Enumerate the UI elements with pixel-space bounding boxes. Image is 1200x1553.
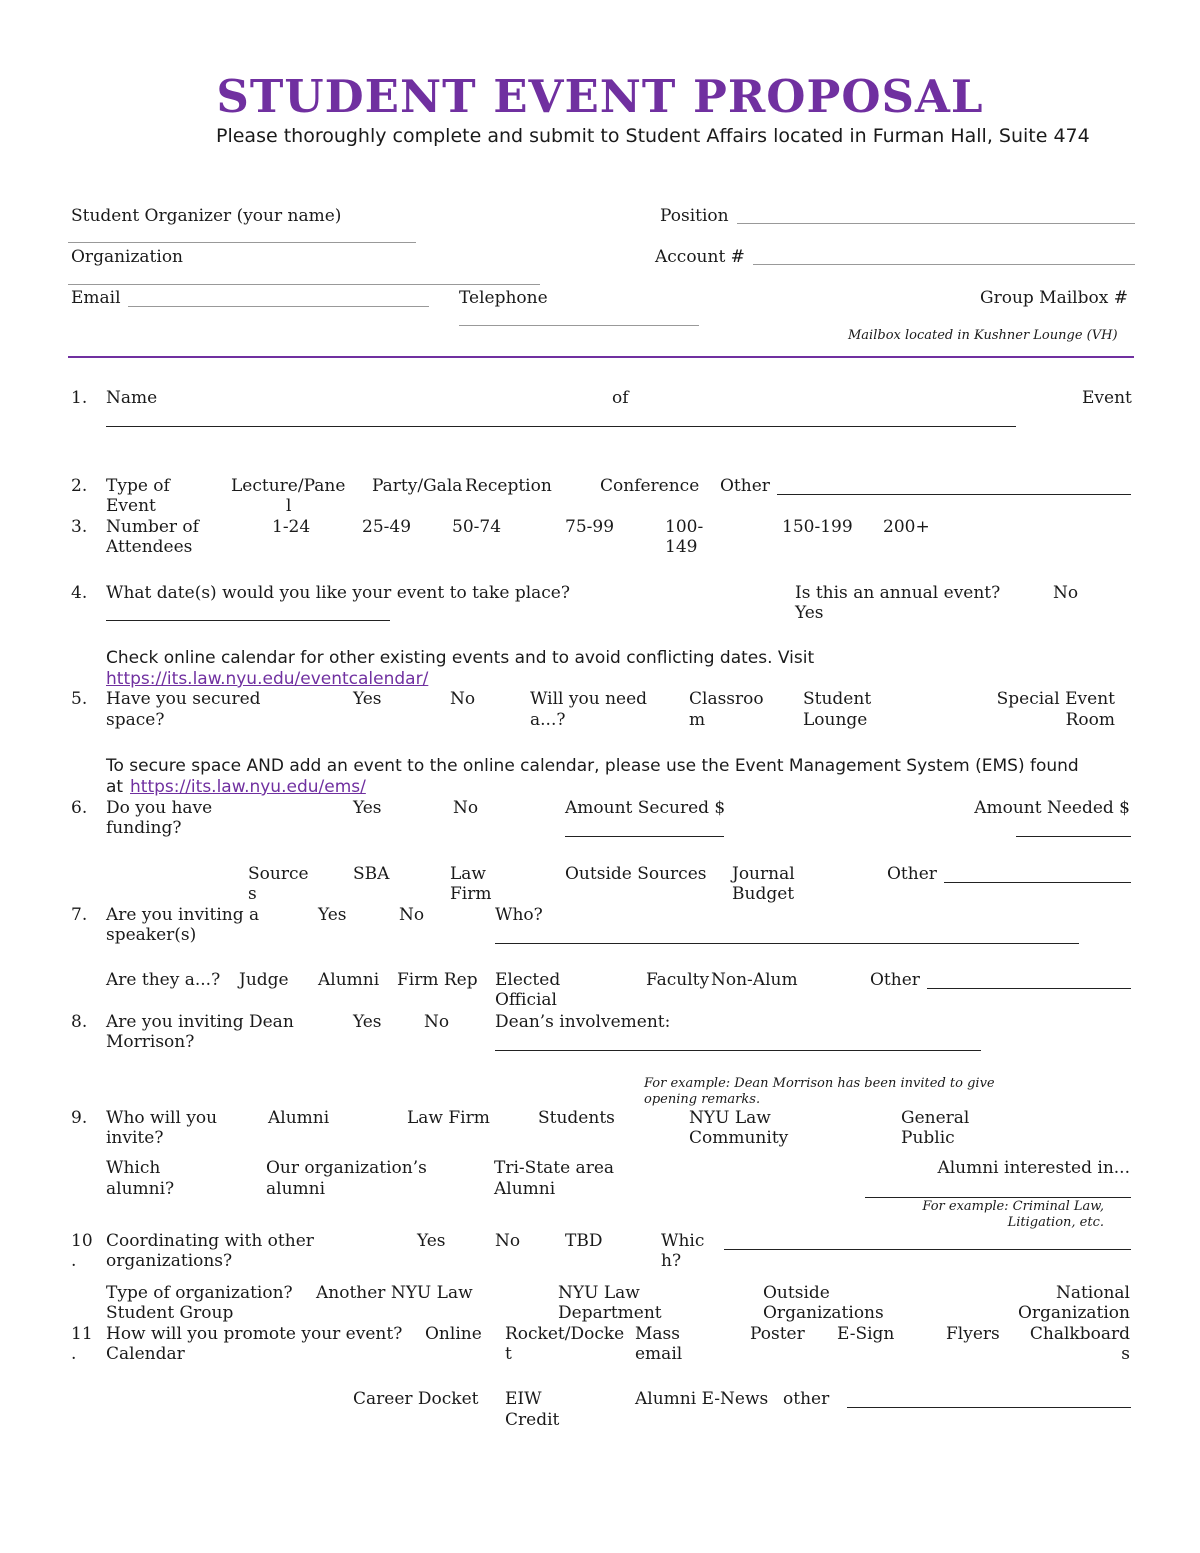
q2-label-2: Event (106, 496, 156, 516)
org-type-nyu-student-group[interactable]: Another NYU Law (316, 1283, 473, 1303)
q1-number: 1. (71, 388, 88, 408)
invite-law-firm[interactable]: Law Firm (407, 1108, 490, 1128)
q6-number: 6. (71, 798, 88, 818)
promo-e-sign[interactable]: E-Sign (837, 1324, 895, 1344)
q5-number: 5. (71, 689, 88, 709)
source-law-firm-2[interactable]: Firm (450, 884, 492, 904)
invite-nyu-law-community[interactable]: NYU Law (689, 1108, 771, 1128)
invite-nyu-law-community-2[interactable]: Community (689, 1128, 789, 1148)
alumni-tri-state-2[interactable]: Alumni (494, 1179, 556, 1199)
which-org-label-2: h? (661, 1251, 682, 1271)
promo-chalkboards-2[interactable]: s (1121, 1344, 1130, 1364)
q4-question: What date(s) would you like your event to take place? (106, 583, 570, 603)
org-type-outside-2[interactable]: Organizations (763, 1303, 884, 1323)
q4-number: 4. (71, 583, 88, 603)
source-other[interactable]: Other (887, 864, 937, 884)
alumni-example: For example: Criminal Law, (922, 1199, 1104, 1214)
option-50-74[interactable]: 50-74 (452, 517, 502, 537)
promo-rocket-docket[interactable]: Rocket/Docke (505, 1324, 625, 1344)
alumni-our-org-2[interactable]: alumni (266, 1179, 326, 1199)
event-type-other-field[interactable] (777, 494, 1131, 495)
q6-label-2: funding? (106, 818, 182, 838)
promo-flyers[interactable]: Flyers (946, 1324, 1000, 1344)
q10-number-2: . (71, 1251, 77, 1271)
option-25-49[interactable]: 25-49 (362, 517, 412, 537)
dean-involvement-label: Dean’s involvement: (495, 1012, 671, 1032)
org-type-nyu-department-2[interactable]: Department (558, 1303, 662, 1323)
option-classroom-2[interactable]: m (689, 710, 706, 730)
q2-number: 2. (71, 476, 88, 496)
q9-label-2: invite? (106, 1128, 164, 1148)
ems-note: To secure space AND add an event to the online calendar, please use the Event Management System (EMS) found (106, 756, 1079, 776)
promo-online-calendar-2[interactable]: Calendar (106, 1344, 185, 1364)
annual-yes[interactable]: Yes (795, 603, 824, 623)
q11-label: How will you promote your event? (106, 1324, 403, 1344)
invite-students[interactable]: Students (538, 1108, 615, 1128)
option-conference[interactable]: Conference (600, 476, 700, 496)
speaker-no[interactable]: No (399, 905, 425, 925)
ems-link[interactable]: https://its.law.nyu.edu/ems/ (130, 777, 366, 797)
promo-rocket-docket-2[interactable]: t (505, 1344, 512, 1364)
org-type-nyu-department[interactable]: NYU Law (558, 1283, 640, 1303)
q8-label: Are you inviting Dean (106, 1012, 294, 1032)
q1-label-of: of (612, 388, 629, 408)
invite-general-public[interactable]: General (901, 1108, 970, 1128)
source-journal-budget[interactable]: Journal (732, 864, 795, 884)
dean-example: For example: Dean Morrison has been invited to give (644, 1076, 995, 1091)
speaker-alumni[interactable]: Alumni (318, 970, 380, 990)
alumni-interest-field[interactable] (865, 1197, 1131, 1198)
org-type-national-2[interactable]: Organization (1017, 1303, 1130, 1323)
page-title: STUDENT EVENT PROPOSAL (216, 70, 984, 123)
dean-yes[interactable]: Yes (353, 1012, 382, 1032)
speaker-elected-official-2[interactable]: Official (495, 990, 557, 1010)
which-org-field[interactable] (724, 1249, 1131, 1250)
organizer-field[interactable] (68, 242, 416, 243)
dean-example-2: opening remarks. (644, 1092, 761, 1107)
promo-online-calendar[interactable]: Online (425, 1324, 482, 1344)
amount-secured-field[interactable] (565, 836, 724, 837)
email-field[interactable] (128, 306, 429, 307)
q10-label-2: organizations? (106, 1251, 233, 1271)
org-type-outside[interactable]: Outside (763, 1283, 830, 1303)
telephone-field[interactable] (459, 325, 699, 326)
calendar-note: Check online calendar for other existing events and to avoid conflicting dates. Visit (106, 648, 815, 668)
speaker-faculty[interactable]: Faculty (646, 970, 710, 990)
q9-label: Who will you (106, 1108, 218, 1128)
promo-mass-email[interactable]: Mass (635, 1324, 680, 1344)
q5-label-2: space? (106, 710, 165, 730)
section-divider (68, 356, 1134, 358)
q11-number-2: . (71, 1344, 77, 1364)
organization-label: Organization (71, 247, 184, 267)
q11-number: 11 (71, 1324, 93, 1344)
event-date-field[interactable] (106, 620, 390, 621)
option-75-99[interactable]: 75-99 (565, 517, 615, 537)
option-100-149-2[interactable]: 149 (665, 537, 698, 557)
speaker-firm-rep[interactable]: Firm Rep (397, 970, 478, 990)
speaker-elected-official[interactable]: Elected (495, 970, 561, 990)
page-subtitle: Please thoroughly complete and submit to Student Affairs located in Furman Hall, Suite 474 (216, 125, 1090, 147)
dean-no[interactable]: No (424, 1012, 450, 1032)
alumni-example-2: Litigation, etc. (1007, 1215, 1104, 1230)
dean-involvement-field[interactable] (495, 1050, 981, 1051)
promo-poster[interactable]: Poster (750, 1324, 805, 1344)
account-field[interactable] (753, 264, 1135, 265)
promo-alumni-enews[interactable]: Alumni E-News (635, 1389, 769, 1409)
source-outside[interactable]: Outside Sources (565, 864, 707, 884)
q8-number: 8. (71, 1012, 88, 1032)
source-sba[interactable]: SBA (353, 864, 390, 884)
speaker-other-field[interactable] (927, 988, 1131, 989)
position-label: Position (660, 206, 729, 226)
who-label: Who? (495, 905, 543, 925)
coord-yes[interactable]: Yes (417, 1231, 446, 1251)
promo-chalkboards[interactable]: Chalkboard (1029, 1324, 1130, 1344)
which-org-label: Whic (661, 1231, 705, 1251)
amount-secured-label: Amount Secured $ (565, 798, 726, 818)
alumni-tri-state[interactable]: Tri-State area (494, 1158, 615, 1178)
event-calendar-link[interactable]: https://its.law.nyu.edu/eventcalendar/ (106, 669, 429, 689)
speaker-who-field[interactable] (495, 943, 1079, 944)
source-journal-budget-2[interactable]: Budget (732, 884, 795, 904)
option-lecture-panel[interactable]: Lecture/Pane (231, 476, 346, 496)
invite-general-public-2[interactable]: Public (901, 1128, 955, 1148)
funding-no[interactable]: No (453, 798, 479, 818)
speaker-yes[interactable]: Yes (318, 905, 347, 925)
need-label: Will you need (530, 689, 648, 709)
q10-label: Coordinating with other (106, 1231, 314, 1251)
option-1-24[interactable]: 1-24 (272, 517, 311, 537)
which-alumni-label-2: alumni? (106, 1179, 175, 1199)
q6-label: Do you have (106, 798, 213, 818)
mailbox-note: Mailbox located in Kushner Lounge (VH) (848, 328, 1118, 343)
space-no[interactable]: No (450, 689, 476, 709)
option-special-event-room[interactable]: Special Event (996, 689, 1115, 709)
ems-note-2: at (106, 777, 124, 797)
option-party-gala[interactable]: Party/Gala (372, 476, 463, 496)
source-other-field[interactable] (944, 882, 1131, 883)
funding-yes[interactable]: Yes (353, 798, 382, 818)
q9-number: 9. (71, 1108, 88, 1128)
alumni-our-org[interactable]: Our organization’s (266, 1158, 427, 1178)
organization-field[interactable] (68, 284, 540, 285)
amount-needed-label: Amount Needed $ (974, 798, 1130, 818)
q1-label-event: Event (1082, 388, 1132, 408)
amount-needed-field[interactable] (1016, 836, 1131, 837)
space-yes[interactable]: Yes (353, 689, 382, 709)
promo-other-field[interactable] (847, 1407, 1131, 1408)
promo-mass-email-2[interactable]: email (635, 1344, 683, 1364)
need-label-2: a...? (530, 710, 566, 730)
option-100-149[interactable]: 100- (665, 517, 704, 537)
org-type-nyu-student-group-2[interactable]: Student Group (106, 1303, 234, 1323)
option-150-199[interactable]: 150-199 (782, 517, 853, 537)
source-law-firm[interactable]: Law (450, 864, 486, 884)
q3-number: 3. (71, 517, 88, 537)
q3-label: Number of (106, 517, 199, 537)
sources-label: Source (248, 864, 309, 884)
option-lecture-panel-2[interactable]: l (286, 496, 292, 516)
account-label: Account # (655, 247, 745, 267)
org-type-national[interactable]: National (1055, 1283, 1130, 1303)
q8-label-2: Morrison? (106, 1032, 195, 1052)
org-type-label: Type of organization? (106, 1283, 293, 1303)
q10-number: 10 (71, 1231, 93, 1251)
are-they-label: Are they a...? (106, 970, 221, 990)
q3-label-2: Attendees (106, 537, 193, 557)
option-other[interactable]: Other (720, 476, 770, 496)
mailbox-label: Group Mailbox # (980, 288, 1128, 308)
sources-label-2: s (248, 884, 257, 904)
q2-label: Type of (106, 476, 170, 496)
speaker-non-alum[interactable]: Non-Alum (711, 970, 798, 990)
invite-alumni[interactable]: Alumni (268, 1108, 330, 1128)
promo-eiw-credit-2[interactable]: Credit (505, 1410, 560, 1430)
promo-other[interactable]: other (783, 1389, 830, 1409)
promo-eiw-credit[interactable]: EIW (505, 1389, 542, 1409)
position-field[interactable] (737, 223, 1135, 224)
annual-question: Is this an annual event? (795, 583, 1001, 603)
email-label: Email (71, 288, 121, 308)
annual-no[interactable]: No (1053, 583, 1079, 603)
q7-number: 7. (71, 905, 88, 925)
option-classroom[interactable]: Classroo (689, 689, 764, 709)
q7-label-2: speaker(s) (106, 925, 197, 945)
coord-tbd[interactable]: TBD (565, 1231, 603, 1251)
option-200-plus[interactable]: 200+ (883, 517, 930, 537)
speaker-judge[interactable]: Judge (239, 970, 289, 990)
q7-label: Are you inviting a (106, 905, 260, 925)
speaker-other[interactable]: Other (870, 970, 920, 990)
q1-label-name: Name (106, 388, 158, 408)
option-special-event-room-2[interactable]: Room (1065, 710, 1115, 730)
option-reception[interactable]: Reception (465, 476, 552, 496)
option-student-lounge[interactable]: Student (803, 689, 872, 709)
alumni-interested[interactable]: Alumni interested in... (937, 1158, 1130, 1178)
option-student-lounge-2[interactable]: Lounge (803, 710, 868, 730)
organizer-label: Student Organizer (your name) (71, 206, 342, 226)
promo-career-docket[interactable]: Career Docket (353, 1389, 479, 1409)
which-alumni-label: Which (106, 1158, 161, 1178)
coord-no[interactable]: No (495, 1231, 521, 1251)
event-name-field[interactable] (106, 426, 1016, 427)
q5-label: Have you secured (106, 689, 261, 709)
telephone-label: Telephone (459, 288, 548, 308)
